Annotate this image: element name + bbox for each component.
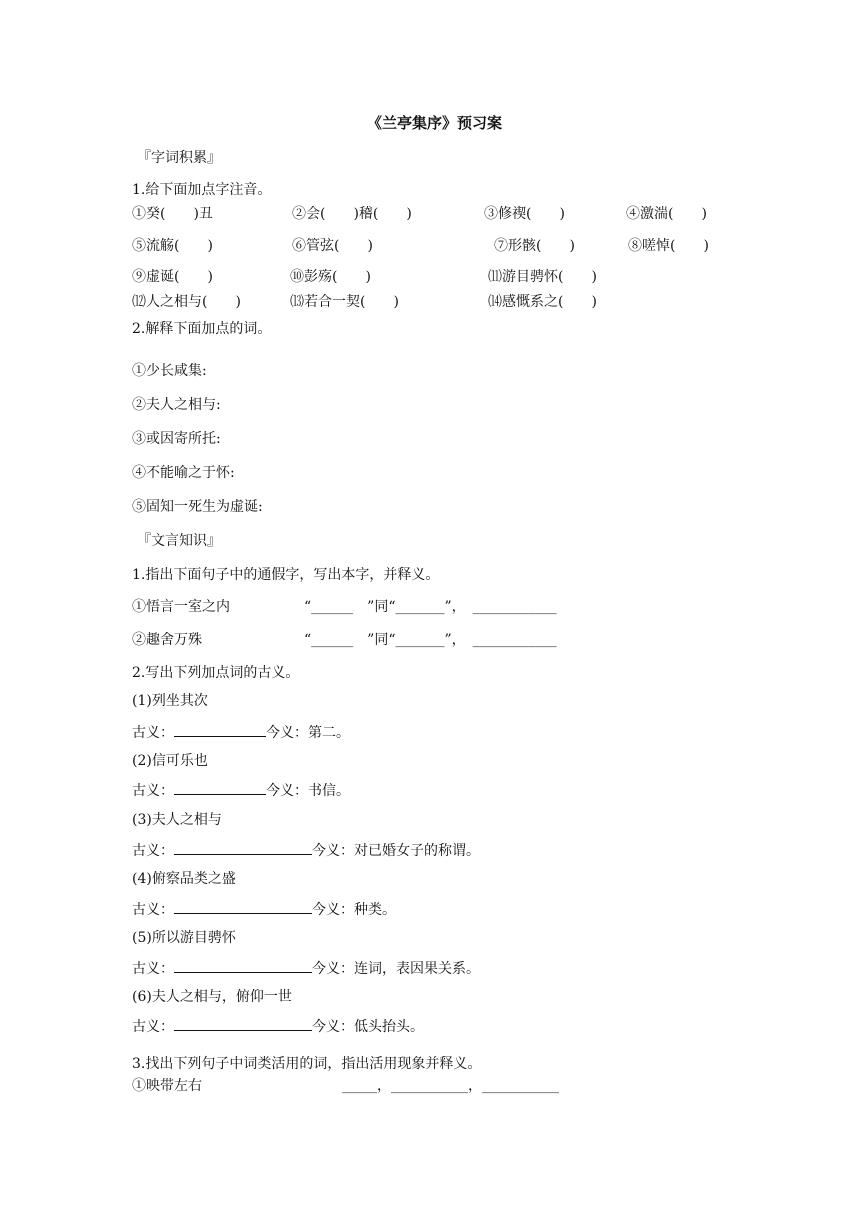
- guyi-phrase: (3)夫人之相与: [132, 812, 222, 828]
- tongjia-blanks: “______ ”同“_______”， ____________: [304, 632, 557, 648]
- jinyi-text: 今义：低头抬头。: [312, 1019, 424, 1035]
- pinyin-item: ⑥管弦( ): [292, 238, 373, 254]
- tongjia-item: ②趣舍万殊: [132, 632, 202, 648]
- pinyin-item: ⑾游目骋怀( ): [488, 269, 597, 285]
- section-heading: 『字词积累』: [137, 150, 221, 166]
- jinyi-text: 今义：书信。: [266, 783, 350, 799]
- guyi-label: 古义：: [132, 783, 174, 799]
- pinyin-item: ④激湍( ): [626, 206, 707, 222]
- question-heading: 2.写出下列加点词的古义。: [132, 665, 300, 681]
- question-heading: 1.指出下面句子中的通假字，写出本字，并释义。: [132, 567, 440, 583]
- explain-item: ②夫人之相与:: [132, 397, 221, 413]
- pinyin-item: ⑨虚诞( ): [132, 269, 213, 285]
- guyi-row: [132, 900, 396, 919]
- answer-blank: [174, 723, 266, 737]
- question-heading: 3.找出下列句子中词类活用的词，指出活用现象并释义。: [132, 1056, 482, 1072]
- explain-item: ⑤固知一死生为虚诞:: [132, 499, 263, 515]
- guyi-row: [132, 723, 350, 742]
- jinyi-text: 今义：连词，表因果关系。: [312, 961, 480, 977]
- answer-blank: [174, 841, 312, 855]
- guyi-label: 古义：: [132, 902, 174, 918]
- pinyin-item: ⑿人之相与( ): [132, 294, 241, 310]
- pinyin-item: ⑩彭殇( ): [290, 269, 371, 285]
- answer-blank: [174, 959, 312, 973]
- guyi-label: 古义：: [132, 725, 174, 741]
- huoyong-item: ①映带左右: [132, 1078, 202, 1094]
- huoyong-blanks: _____，___________，___________: [342, 1078, 559, 1094]
- explain-item: ③或因寄所托:: [132, 431, 221, 447]
- jinyi-text: 今义：第二。: [266, 725, 350, 741]
- pinyin-item: ②会( )稽( ): [292, 206, 412, 222]
- guyi-phrase: (2)信可乐也: [132, 753, 208, 769]
- guyi-phrase: (5)所以游目骋怀: [132, 930, 236, 946]
- explain-item: ④不能喻之于怀:: [132, 465, 235, 481]
- jinyi-text: 今义：种类。: [312, 902, 396, 918]
- section-heading: 『文言知识』: [137, 533, 221, 549]
- question-heading: 1.给下面加点字注音。: [132, 182, 272, 198]
- page-title: 《兰亭集序》预习案: [367, 114, 503, 132]
- guyi-label: 古义：: [132, 1019, 174, 1035]
- tongjia-blanks: “______ ”同“_______”， ____________: [304, 599, 557, 615]
- pinyin-item: ⒁感慨系之( ): [488, 294, 597, 310]
- guyi-label: 古义：: [132, 843, 174, 859]
- pinyin-item: ⑧嗟悼( ): [628, 238, 709, 254]
- question-heading: 2.解释下面加点的词。: [132, 321, 272, 337]
- tongjia-item: ①悟言一室之内: [132, 599, 230, 615]
- pinyin-item: ⒀若合一契( ): [290, 294, 399, 310]
- answer-blank: [174, 900, 312, 914]
- answer-blank: [174, 781, 266, 795]
- guyi-phrase: (4)俯察品类之盛: [132, 871, 236, 887]
- guyi-row: [132, 841, 480, 860]
- guyi-label: 古义：: [132, 961, 174, 977]
- guyi-row: [132, 1017, 424, 1036]
- guyi-row: [132, 781, 350, 800]
- guyi-row: [132, 959, 480, 978]
- pinyin-item: ③修禊( ): [484, 206, 565, 222]
- pinyin-item: ①癸( )丑: [132, 206, 213, 222]
- answer-blank: [174, 1017, 312, 1031]
- jinyi-text: 今义：对已婚女子的称谓。: [312, 843, 480, 859]
- guyi-phrase: (6)夫人之相与，俯仰一世: [132, 989, 292, 1005]
- guyi-phrase: (1)列坐其次: [132, 693, 208, 709]
- pinyin-item: ⑤流觞( ): [132, 238, 213, 254]
- explain-item: ①少长咸集:: [132, 363, 207, 379]
- pinyin-item: ⑦形骸( ): [494, 238, 575, 254]
